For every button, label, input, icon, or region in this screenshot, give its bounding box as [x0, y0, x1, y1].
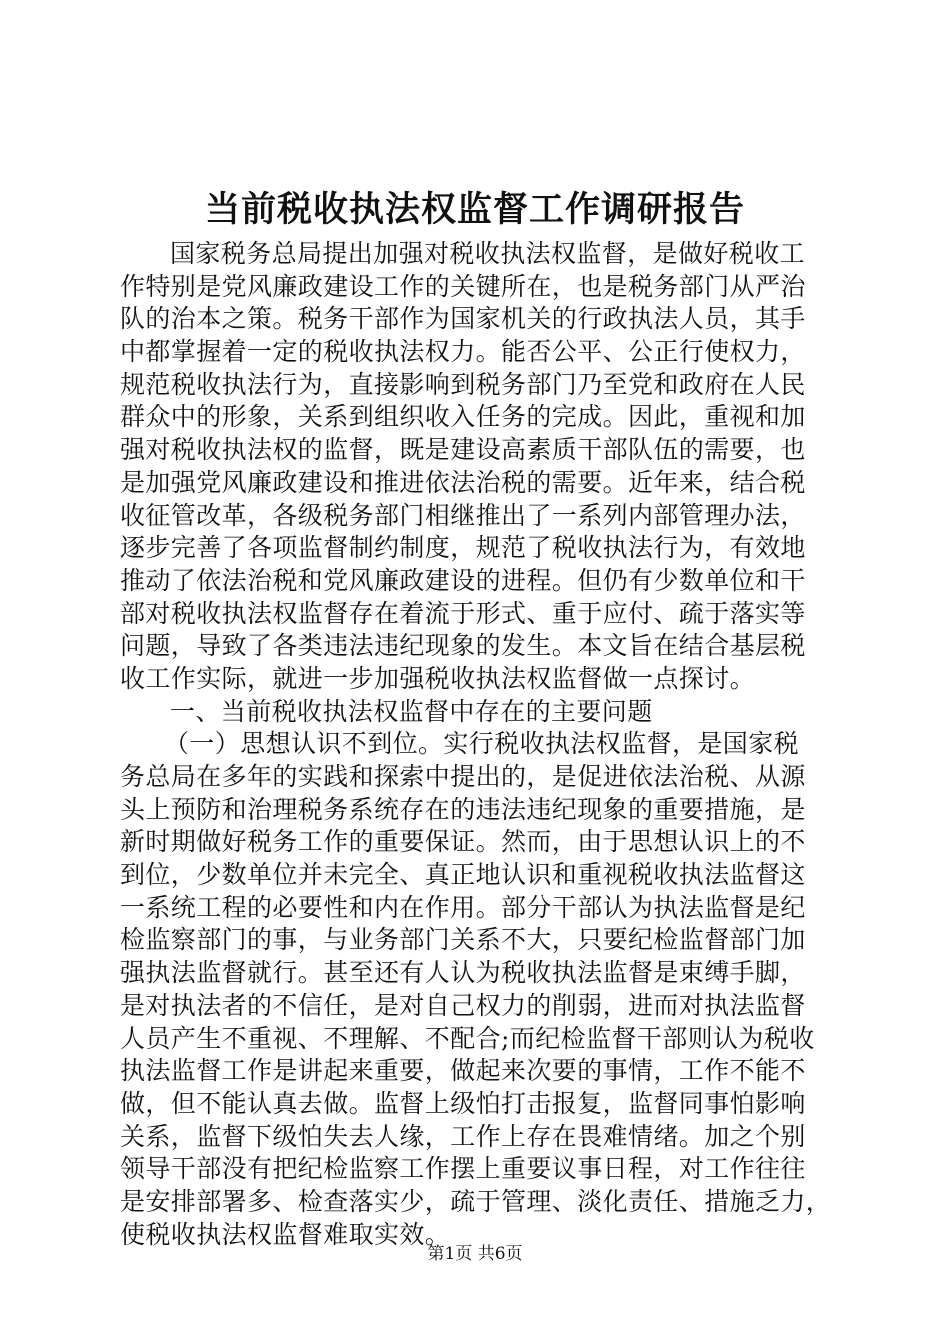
paragraph-line: 逐步完善了各项监督制约制度，规范了税收执法行为，有效地 — [120, 533, 806, 563]
document-body — [120, 238, 832, 1251]
paragraph-line: 问题，导致了各类违法违纪现象的发生。本文旨在结合基层税 — [120, 631, 806, 661]
paragraph-line: 中都掌握着一定的税收执法权力。能否公平、公正行使权力， — [120, 337, 806, 367]
document-title: 当前税收执法权监督工作调研报告 — [204, 189, 745, 230]
paragraph-line: 执法监督工作是讲起来重要，做起来次要的事情，工作不能不 — [120, 1056, 806, 1086]
paragraph-line: 新时期做好税务工作的重要保证。然而，由于思想认识上的不 — [120, 827, 806, 857]
paragraph-line: 推动了依法治税和党风廉政建设的进程。但仍有少数单位和干 — [120, 565, 806, 595]
paragraph-line: 使税收执法权监督难取实效。 — [120, 1219, 451, 1249]
paragraph-line: 到位，少数单位并未完全、真正地认识和重视税收执法监督这 — [120, 860, 806, 890]
section-heading: 一、当前税收执法权监督中存在的主要问题 — [170, 696, 653, 726]
paragraph-line: 规范税收执法行为，直接影响到税务部门乃至党和政府在人民 — [120, 369, 806, 399]
paragraph-line: 收工作实际，就进一步加强税收执法权监督做一点探讨。 — [120, 663, 756, 693]
paragraph-line: 是安排部署多、检查落实少，疏于管理、淡化责任、措施乏力， — [120, 1186, 832, 1216]
paragraph-line: （一）思想认识不到位。实行税收执法权监督，是国家税 — [164, 729, 800, 759]
page-footer: 第1页 共6页 — [427, 1244, 523, 1264]
paragraph-line: 领导干部没有把纪检监察工作摆上重要议事日程，对工作往往 — [120, 1154, 806, 1184]
paragraph-line: 一系统工程的必要性和内在作用。部分干部认为执法监督是纪 — [120, 892, 806, 922]
paragraph-line: 头上预防和治理税务系统存在的违法违纪现象的重要措施，是 — [120, 794, 806, 824]
paragraph-line: 强执法监督就行。甚至还有人认为税收执法监督是束缚手脚， — [120, 958, 806, 988]
paragraph-line: 作特别是党风廉政建设工作的关键所在，也是税务部门从严治 — [120, 271, 806, 301]
paragraph-line: 是对执法者的不信任，是对自己权力的削弱，进而对执法监督 — [120, 990, 806, 1020]
paragraph-line: 是加强党风廉政建设和推进依法治税的需要。近年来，结合税 — [120, 467, 806, 497]
paragraph-line: 关系，监督下级怕失去人缘，工作上存在畏难情绪。加之个别 — [120, 1121, 806, 1151]
paragraph-line: 队的治本之策。税务干部作为国家机关的行政执法人员，其手 — [120, 304, 806, 334]
paragraph-line: 做，但不能认真去做。监督上级怕打击报复，监督同事怕影响 — [120, 1088, 806, 1118]
paragraph-line: 国家税务总局提出加强对税收执法权监督，是做好税收工 — [170, 239, 806, 268]
paragraph-line: 人员产生不重视、不理解、不配合;而纪检监督干部则认为税收 — [120, 1023, 815, 1053]
paragraph-line: 强对税收执法权的监督，既是建设高素质干部队伍的需要，也 — [120, 435, 806, 465]
paragraph-line: 务总局在多年的实践和探索中提出的，是促进依法治税、从源 — [120, 762, 806, 791]
paragraph-line: 部对税收执法权监督存在着流于形式、重于应付、疏于落实等 — [120, 598, 806, 628]
paragraph-line: 收征管改革，各级税务部门相继推出了一系列内部管理办法， — [120, 500, 806, 530]
paragraph-line: 群众中的形象，关系到组织收入任务的完成。因此，重视和加 — [120, 402, 806, 432]
paragraph-line: 检监察部门的事，与业务部门关系不大，只要纪检监督部门加 — [120, 925, 806, 955]
